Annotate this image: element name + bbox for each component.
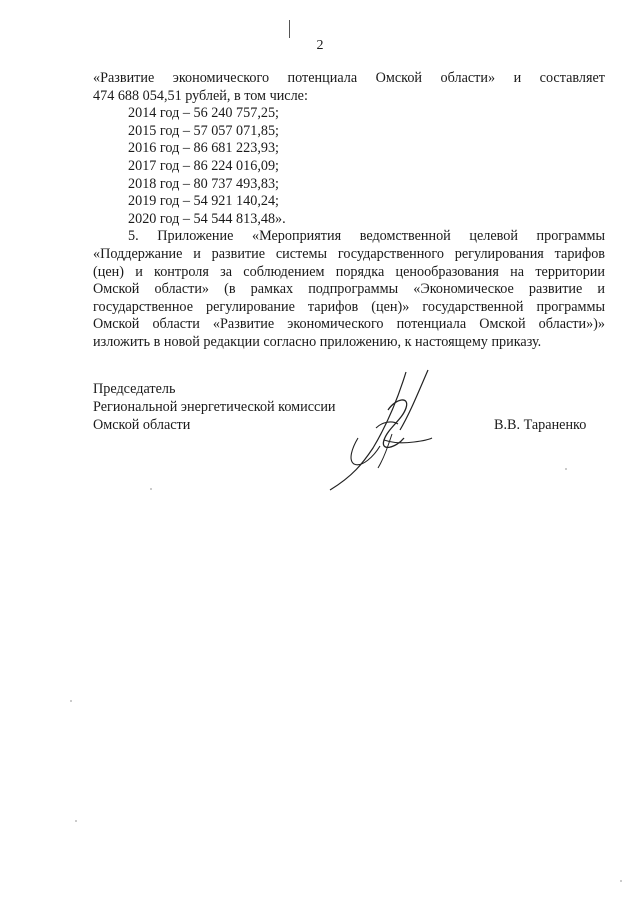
scan-artifact-line — [289, 20, 290, 38]
paragraph-5-line-5: государственное регулирование тарифов (цен)» государственной программы — [93, 298, 605, 315]
signatory-name: В.В. Тараненко — [494, 417, 587, 433]
intro-line-2: 474 688 054,51 рублей, в том числе: — [93, 87, 308, 104]
position-line-3: Омской области — [93, 417, 191, 433]
year-item-2018: 2018 год – 80 737 493,83; — [128, 175, 279, 192]
paragraph-5 — [93, 228, 605, 351]
scan-speck — [620, 880, 622, 882]
scan-speck — [70, 700, 72, 702]
paragraph-5-line-7: изложить в новой редакции согласно приложению, к настоящему приказу. — [93, 333, 542, 350]
scan-speck — [565, 468, 567, 470]
handwritten-signature — [318, 368, 438, 498]
paragraph-5-line-2: «Поддержание и развитие системы государственного регулирования тарифов — [93, 245, 605, 262]
paragraph-5-line-3: (цен) и контроля за соблюдением порядка ценообразования на территории — [93, 263, 605, 280]
year-item-2019: 2019 год – 54 921 140,24; — [128, 193, 279, 210]
position-line-1: Председатель — [93, 381, 176, 397]
year-item-2016: 2016 год – 86 681 223,93; — [128, 140, 279, 157]
paragraph-5-line-6: Омской области «Развитие экономического потенциала Омской области»)» — [93, 316, 605, 333]
year-item-2020: 2020 год – 54 544 813,48». — [128, 210, 286, 227]
scan-speck — [75, 820, 77, 822]
page-number: 2 — [316, 38, 324, 53]
scan-speck — [150, 488, 152, 490]
document-body — [93, 70, 605, 352]
intro-line-1: «Развитие экономического потенциала Омской области» и составляет — [93, 70, 605, 86]
year-item-2015: 2015 год – 57 057 071,85; — [128, 122, 279, 139]
year-item-2017: 2017 год – 86 224 016,09; — [128, 157, 279, 174]
position-line-2: Региональной энергетической комиссии — [93, 399, 336, 415]
paragraph-5-line-1: 5. Приложение «Мероприятия ведомственной целевой программы — [128, 228, 605, 245]
paragraph-5-line-4: Омской области» (в рамках подпрограммы «Экономическое развитие и — [93, 281, 605, 298]
year-item-2014: 2014 год – 56 240 757,25; — [128, 105, 279, 122]
yearly-amounts-list — [93, 105, 605, 228]
